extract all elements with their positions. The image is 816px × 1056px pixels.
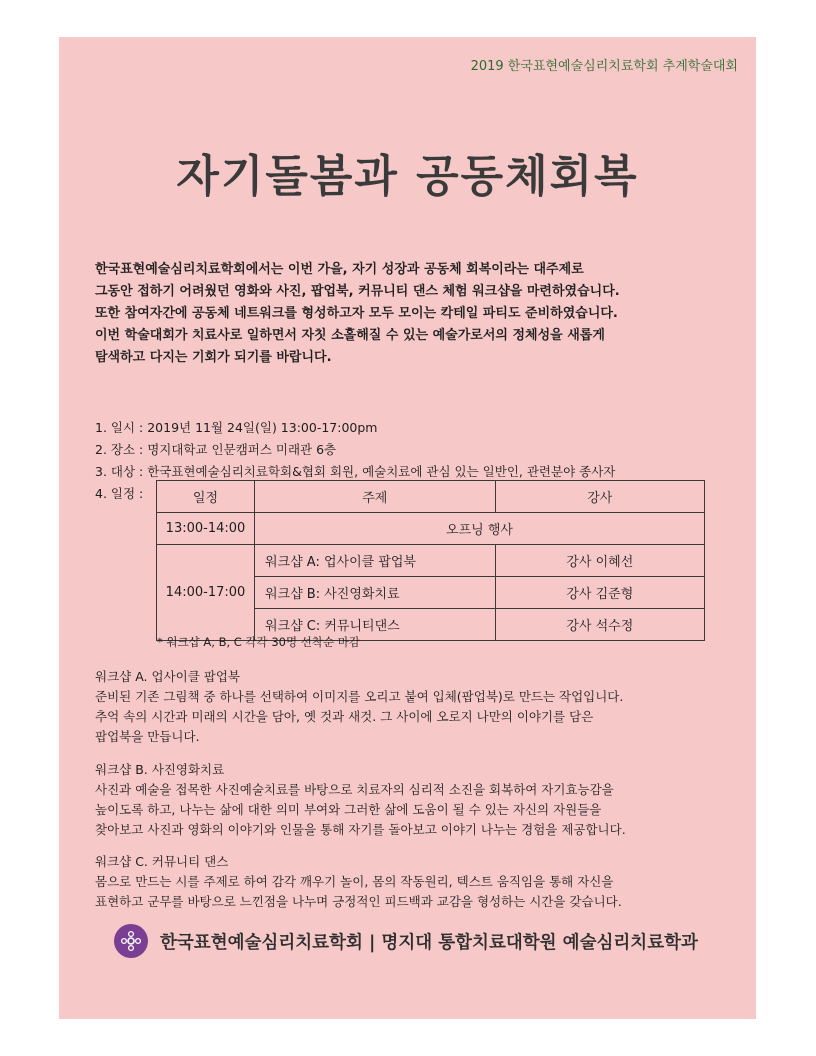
workshop-b-line: 찾아보고 사진과 영화의 이야기와 인물을 통해 자기를 돌아보고 이야기 나누는 경험을 제공합니다. <box>95 822 626 837</box>
workshop-b-line: 높이도록 하고, 나누는 삶에 대한 의미 부여와 그러한 삶에 도움이 될 수 있는 자신의 자원들을 <box>95 802 602 817</box>
intro-paragraph <box>95 259 735 369</box>
opening-time: 13:00-14:00 <box>157 513 255 545</box>
workshop-time: 14:00-17:00 <box>157 545 255 641</box>
workshop-speaker: 강사 김준형 <box>495 577 704 609</box>
workshop-topic: 워크샵 A: 업사이클 팝업북 <box>254 545 495 577</box>
workshop-speaker: 강사 이혜선 <box>495 545 704 577</box>
main-title: 자기돌봄과 공동체회복 <box>176 151 639 202</box>
workshop-speaker: 강사 석수정 <box>495 609 704 641</box>
workshop-a-title: 워크샵 A. 업사이클 팝업북 <box>95 669 240 684</box>
workshop-a-line: 준비된 기존 그림책 중 하나를 선택하여 이미지를 오리고 붙여 입체(팝업북)로 만드는 작업입니다. <box>95 689 624 704</box>
workshop-b-line: 사진과 예술을 접목한 사진예술치료를 바탕으로 치료자의 심리적 소진을 회복하여 자기효능감을 <box>95 782 614 797</box>
footer <box>114 924 698 958</box>
schedule-table <box>156 480 705 641</box>
intro-line: 이번 학술대회가 치료사로 일하면서 자칫 소홀해질 수 있는 예술가로서의 정체성을 새롭게 <box>95 328 605 343</box>
workshop-c-section <box>95 852 622 912</box>
info-place: 2. 장소 : 명지대학교 인문캠퍼스 미래관 6층 <box>95 442 337 457</box>
info-audience: 3. 대상 : 한국표현예술심리치료학회&협회 회원, 예술치료에 관심 있는 일반인, 관련분야 종사자 <box>95 464 616 479</box>
workshop-b-title: 워크샵 B. 사진영화치료 <box>95 762 225 777</box>
poster <box>59 37 756 1019</box>
opening-topic: 오프닝 행사 <box>254 513 704 545</box>
intro-line: 한국표현예술심리치료학회에서는 이번 가을, 자기 성장과 공동체 회복이라는 대주제로 <box>95 262 584 277</box>
event-header: 2019 한국표현예술심리치료학회 추계학술대회 <box>470 59 738 74</box>
workshop-a-line: 팝업북을 만듭니다. <box>95 729 200 744</box>
workshop-c-line: 표현하고 군무를 바탕으로 느낀점을 나누며 긍정적인 피드백과 교감을 형성하는 시간을 갖습니다. <box>95 894 622 909</box>
intro-line: 탐색하고 다지는 기회가 되기를 바랍니다. <box>95 350 332 365</box>
schedule-note: * 워크샵 A, B, C 각각 30명 선착순 마감 <box>157 635 360 649</box>
workshop-c-line: 몸으로 만드는 시를 주제로 하여 감각 깨우기 놀이, 몸의 작동원리, 텍스트 움직임을 통해 자신을 <box>95 874 614 889</box>
header-speaker: 강사 <box>495 481 704 513</box>
workshop-topic: 워크샵 C: 커뮤니티댄스 <box>254 609 495 641</box>
intro-line: 그동안 접하기 어려웠던 영화와 사진, 팝업북, 커뮤니티 댄스 체험 워크샵을 마련하였습니다. <box>95 284 620 299</box>
header-time: 일정 <box>157 481 255 513</box>
header-topic: 주제 <box>254 481 495 513</box>
table-row <box>157 513 705 545</box>
workshop-b-section <box>95 760 626 840</box>
workshop-a-section <box>95 667 623 747</box>
info-schedule-label: 4. 일정 : <box>95 486 144 501</box>
workshop-a-line: 추억 속의 시간과 미래의 시간을 담아, 옛 것과 새것. 그 사이에 오로지 나만의 이야기를 담은 <box>95 709 594 724</box>
table-row <box>157 545 705 577</box>
workshop-topic: 워크샵 B: 사진영화치료 <box>254 577 495 609</box>
workshop-c-title: 워크샵 C. 커뮤니티 댄스 <box>95 854 229 869</box>
intro-line: 또한 참여자간에 공동체 네트워크를 형성하고자 모두 모이는 칵테일 파티도 준비하였습니다. <box>95 306 618 321</box>
info-date: 1. 일시 : 2019년 11월 24일(일) 13:00-17:00pm <box>95 420 378 435</box>
footer-organizers: 한국표현예술심리치료학회 | 명지대 통합치료대학원 예술심리치료학과 <box>160 932 698 953</box>
table-header-row <box>157 481 705 513</box>
society-logo-icon <box>114 924 148 958</box>
